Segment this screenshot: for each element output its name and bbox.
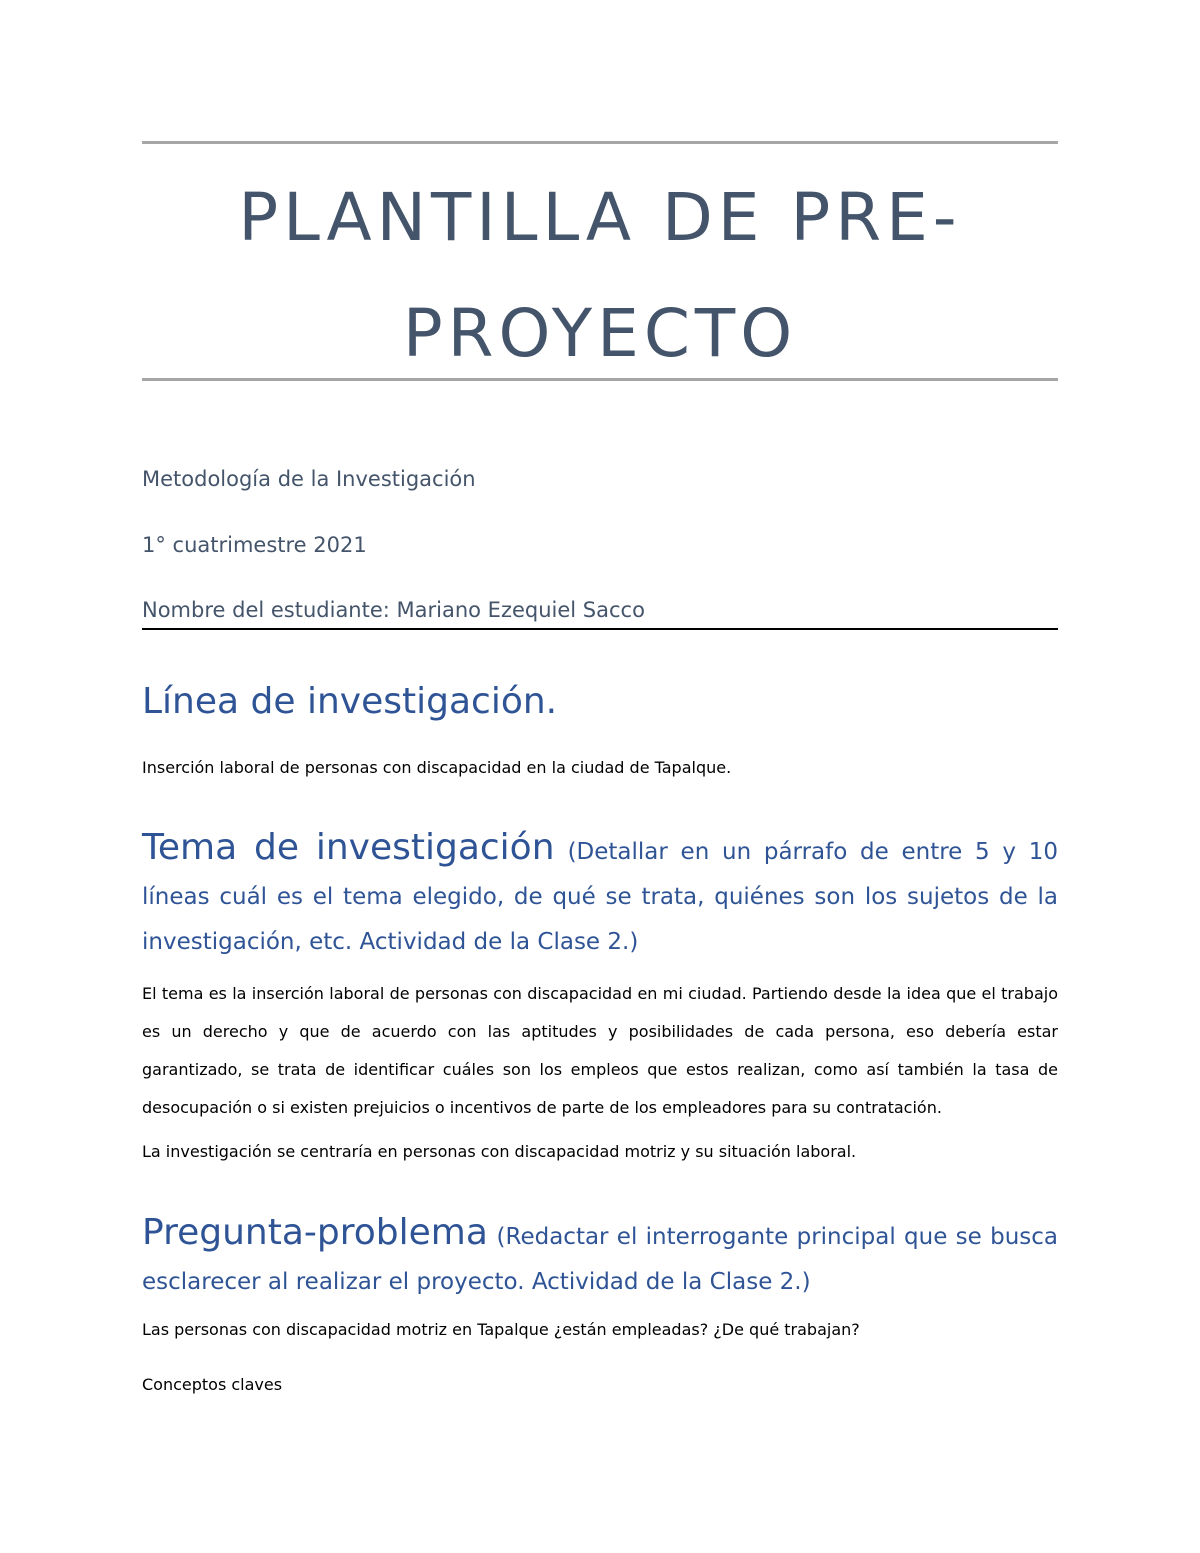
section-body-pregunta: Las personas con discapacidad motriz en Tapalque ¿están empleadas? ¿De qué trabajan?	[142, 1320, 860, 1339]
title-top-rule	[142, 141, 1058, 144]
section-heading-pregunta	[142, 1211, 1058, 1304]
title-bottom-rule	[142, 378, 1058, 381]
pregunta-heading-text: Pregunta-problema	[142, 1212, 488, 1253]
student-name-line: Nombre del estudiante: Mariano Ezequiel Sacco	[142, 598, 645, 622]
tema-heading-note: (Detallar en un párrafo de entre 5 y 10 líneas cuál es el tema elegido, de qué se trata, quiénes son los sujetos de la investigación, etc. Actividad de la Clase 2.)	[142, 839, 1058, 955]
title-line-1: PLANTILLA DE PRE-	[238, 179, 962, 256]
section-body-tema-paragraph-1: El tema es la inserción laboral de personas con discapacidad en mi ciudad. Partiendo desde la idea que el trabajo es un derecho y que de acuerdo con las aptitudes y posibilidades de cada persona, eso debería estar garantizado, se trata de identificar cuáles son los empleos que estos realizan, como así también la tasa de desocupación o si existen prejuicios o incentivos de parte de los empleadores para su contratación.	[142, 984, 1058, 1117]
section-body-tema-paragraph-2: La investigación se centraría en personas con discapacidad motriz y su situación laboral.	[142, 1142, 857, 1161]
subject-line: Metodología de la Investigación	[142, 467, 476, 491]
term-line: 1° cuatrimestre 2021	[142, 533, 367, 557]
section-heading-linea: Línea de investigación.	[142, 681, 558, 722]
pregunta-heading-note: (Redactar el interrogante principal que se busca esclarecer al realizar el proyecto. Actividad de la Clase 2.)	[142, 1224, 1058, 1295]
tema-heading-text: Tema de investigación	[142, 827, 555, 868]
document-title	[142, 160, 1058, 392]
conceptos-claves-label: Conceptos claves	[142, 1375, 283, 1394]
section-heading-tema	[142, 826, 1058, 964]
title-line-2: PROYECTO	[402, 295, 798, 372]
student-underline-rule	[142, 628, 1058, 630]
section-body-linea: Inserción laboral de personas con discapacidad en la ciudad de Tapalque.	[142, 758, 732, 777]
